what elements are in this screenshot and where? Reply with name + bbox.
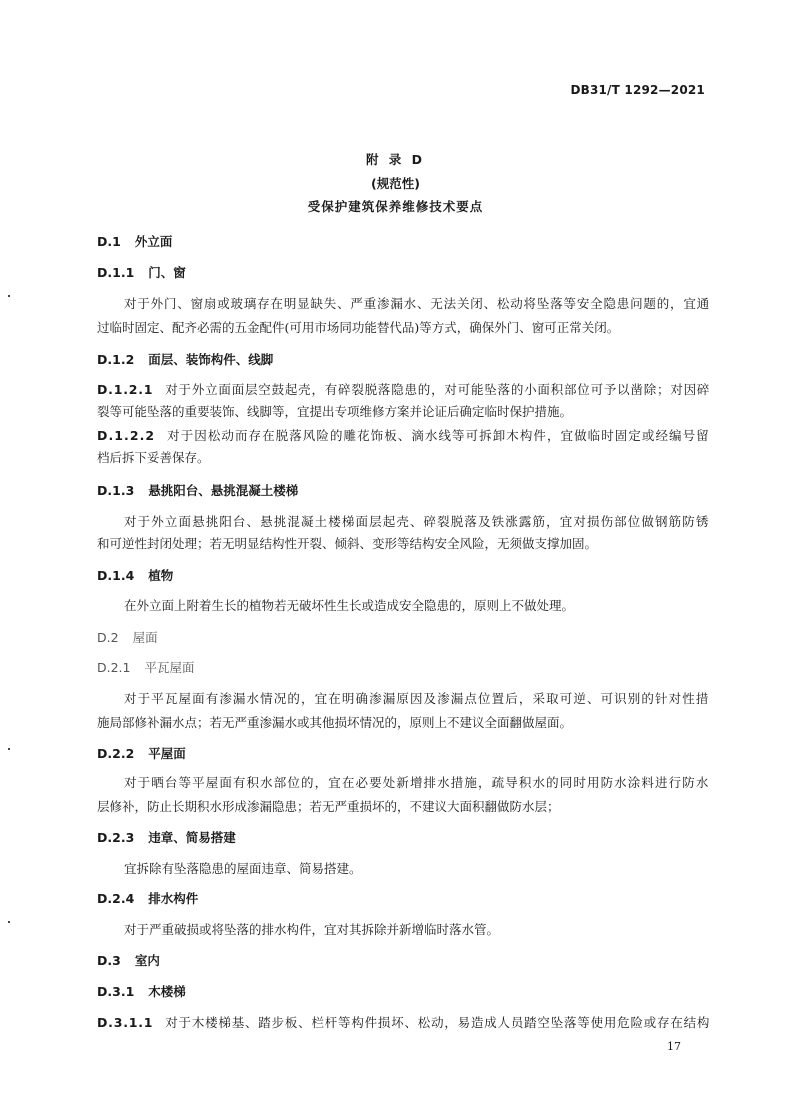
clause-text: 对于外立面面层空鼓起壳，有碎裂脱落隐患的，对可能坠落的小面积部位可予以凿除；对因碎 xyxy=(165,382,711,397)
normative-label: (规范性) xyxy=(371,176,420,191)
section-title: 悬挑阳台、悬挑混凝土楼梯 xyxy=(148,483,299,498)
clause-text: 对于木楼梯基、踏步板、栏杆等构件损坏、松动，易造成人员踏空坠落等使用危险或存在结构 xyxy=(165,1015,711,1030)
paragraph-continuation: 裂等可能坠落的重要装饰、线脚等，宜提出专项维修方案并论证后确定临时保护措施。 xyxy=(97,404,573,419)
paragraph-line: 在外立面上附着生长的植物若无破坏性生长或造成安全隐患的，原则上不做处理。 xyxy=(124,598,575,613)
section-number: D.2.1 xyxy=(97,660,131,675)
section-number: D.3.1 xyxy=(97,984,135,999)
section-heading xyxy=(97,986,186,999)
section-number: D.3 xyxy=(97,953,121,968)
paragraph-line: 对于外立面悬挑阳台、悬挑混凝土楼梯面层起壳、碎裂脱落及铁涨露筋，宜对损伤部位做钢筋防锈 xyxy=(124,514,710,529)
section-title: 外立面 xyxy=(134,234,173,249)
paragraph-continuation: 过临时固定、配齐必需的五金配件(可用市场同功能替代品)等方式，确保外门、窗可正常关闭。 xyxy=(97,320,620,335)
section-heading xyxy=(97,570,173,583)
paragraph-continuation: 和可逆性封闭处理；若无明显结构性开裂、倾斜、变形等结构安全风险，无须做支撑加固。 xyxy=(97,536,598,551)
clause-text: 对于因松动而存在脱落风险的雕花饰板、滴水线等可拆卸木构件，宜做临时固定或经编号留 xyxy=(167,428,710,443)
clause-number: D.1.2.1 xyxy=(97,382,154,397)
section-heading xyxy=(97,955,160,968)
section-heading xyxy=(97,485,298,498)
numbered-paragraph xyxy=(97,430,710,443)
section-title: 木楼梯 xyxy=(148,984,186,999)
section-title: 门、窗 xyxy=(148,265,186,280)
section-number: D.1 xyxy=(97,234,121,249)
section-title: 平屋面 xyxy=(148,746,186,761)
numbered-paragraph xyxy=(97,384,710,397)
section-number: D.2.2 xyxy=(97,746,135,761)
section-number: D.1.2 xyxy=(97,352,135,367)
section-number: D.1.4 xyxy=(97,568,135,583)
section-number: D.1.3 xyxy=(97,483,135,498)
document-code: DB31/T 1292—2021 xyxy=(570,83,705,97)
section-heading xyxy=(97,354,273,367)
appendix-label: 附 录 D xyxy=(365,152,426,167)
section-heading xyxy=(97,662,195,675)
paragraph-line: 对于严重破损或将坠落的排水构件，宜对其拆除并新增临时落水管。 xyxy=(124,922,500,937)
paragraph-continuation: 施局部修补漏水点；若无严重渗漏水或其他损坏情况的，原则上不建议全面翻做屋面。 xyxy=(97,715,573,730)
section-title: 违章、简易搭建 xyxy=(148,830,236,845)
margin-mark xyxy=(8,921,10,923)
section-title: 平瓦屋面 xyxy=(144,660,195,675)
section-number: D.2.4 xyxy=(97,891,135,906)
paragraph-line: 对于平瓦屋面有渗漏水情况的，宜在明确渗漏原因及渗漏点位置后，采取可逆、可识别的针对性措 xyxy=(124,691,710,706)
section-title: 植物 xyxy=(148,568,174,583)
clause-number: D.3.1.1 xyxy=(97,1015,154,1030)
paragraph-continuation: 档后拆下妥善保存。 xyxy=(97,450,210,465)
section-heading xyxy=(97,267,186,280)
section-heading xyxy=(97,748,186,761)
paragraph-continuation: 层修补，防止长期积水形成渗漏隐患；若无严重损坏的，不建议大面积翻做防水层； xyxy=(97,799,560,814)
section-heading xyxy=(97,236,172,249)
paragraph-line: 宜拆除有坠落隐患的屋面违章、简易搭建。 xyxy=(124,861,362,876)
page-number: 17 xyxy=(667,1040,681,1053)
section-title: 面层、装饰构件、线脚 xyxy=(148,352,274,367)
numbered-paragraph xyxy=(97,1017,710,1030)
section-heading xyxy=(97,632,158,645)
margin-mark xyxy=(8,295,10,297)
section-number: D.2.3 xyxy=(97,830,135,845)
margin-mark xyxy=(8,748,10,750)
clause-number: D.1.2.2 xyxy=(97,428,156,443)
section-title: 排水构件 xyxy=(148,891,199,906)
section-number: D.1.1 xyxy=(97,265,135,280)
paragraph-line: 对于外门、窗扇或玻璃存在明显缺失、严重渗漏水、无法关闭、松动将坠落等安全隐患问题的，宜通 xyxy=(124,296,711,311)
section-heading xyxy=(97,893,198,906)
section-title: 室内 xyxy=(134,953,160,968)
appendix-title: 受保护建筑保养维修技术要点 xyxy=(307,199,484,214)
section-heading xyxy=(97,832,236,845)
paragraph-line: 对于晒台等平屋面有积水部位的，宜在必要处新增排水措施，疏导积水的同时用防水涂料进行防水 xyxy=(124,775,710,790)
section-title: 屋面 xyxy=(132,630,158,645)
section-number: D.2 xyxy=(97,630,119,645)
